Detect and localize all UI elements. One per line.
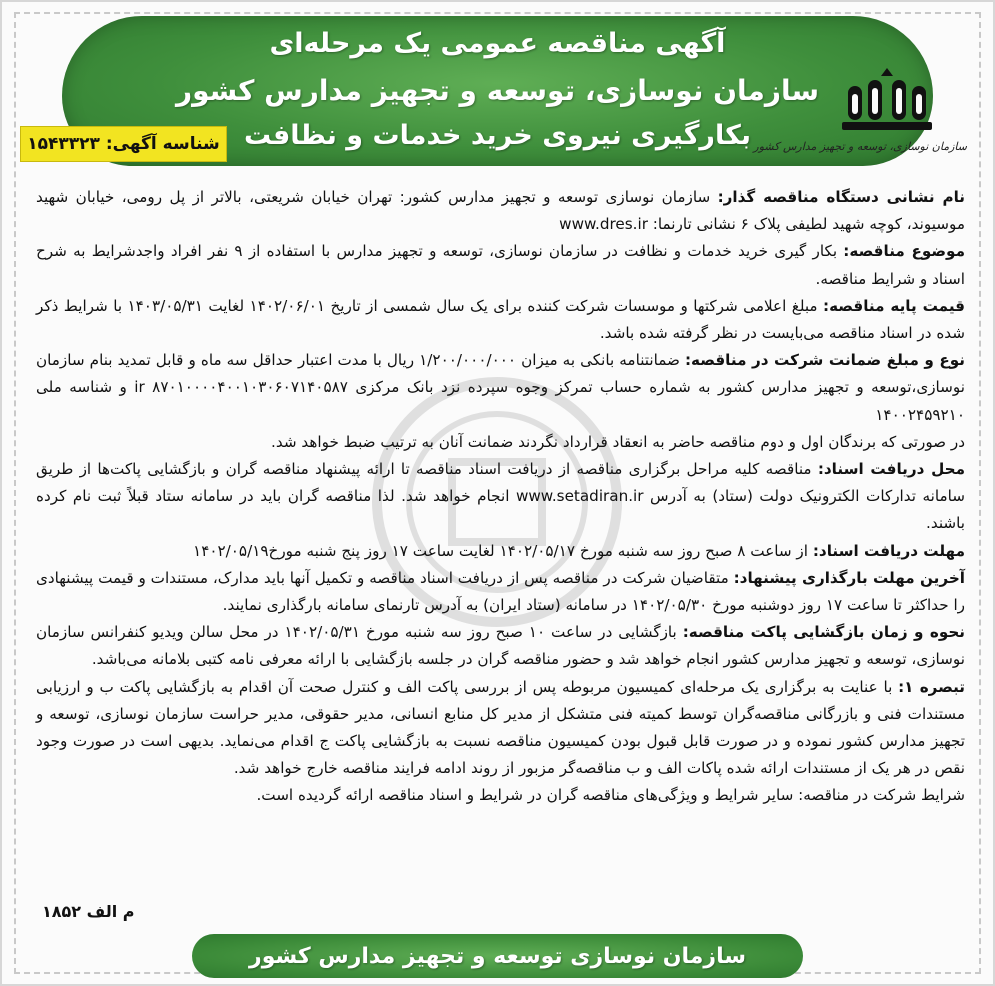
documents-place-label: محل دریافت اسناد:	[817, 460, 965, 479]
organization-logo	[753, 64, 967, 174]
opening-text: بازگشایی در ساعت ۱۰ صبح روز سه شنبه مورخ ۱۴۰۲/۰۵/۳۱ در محل سالن ویدیو کنفرانس سازمان نوسازی، توسعه و تجهیز مدارس کشور انجام خواهد شد و حضور مناقصه گران در جلسه بازگشایی با ارائه معرفی نامه کتبی بلامانه می‌باشد.	[36, 623, 965, 669]
section-base-price	[36, 293, 965, 347]
organization-emblem-icon	[832, 64, 942, 136]
base-price-label: قیمت پایه مناقصه:	[823, 296, 965, 315]
submission-deadline-text: متقاضیان شرکت در مناقصه پس از دریافت اسناد مناقصه و تکمیل آنها باید مدارک، مستندات و قیمت پیشنهادی را حداکثر تا ساعت ۱۷ روز دوشنبه مورخ ۱۴۰۲/۰۵/۳۰ در سامانه (ستاد ایران) به آدرس تارنمای سامانه بارگذاری نمایند.	[36, 568, 965, 615]
guarantee-label: نوع و مبلغ ضمانت شرکت در مناقصه:	[684, 351, 965, 370]
headline-organization: سازمان نوسازی، توسعه و تجهیز مدارس کشور	[175, 74, 820, 107]
guarantee-text: ضمانتنامه بانکی به میزان ۱/۲۰۰/۰۰۰/۰۰۰ ریال با مدت اعتبار حداقل سه ماه و قابل تمدید بنام سازمان نوسازی،توسعه و تجهیز مدارس کشور به شماره حساب تمرکز وجوه سپرده نزد بانک مرکزی ir ۸۷۰۱۰۰۰۰۴۰۰۱۰۳۰۶۰۷۱۴۰۵۸۷ و شناسه ملی ۱۴۰۰۲۴۵۹۲۱۰	[36, 351, 965, 424]
footer-code: م الف ۱۸۵۲	[42, 902, 135, 921]
note1-text: با عنایت به برگزاری یک مرحله‌ای کمیسیون مربوطه پس از بررسی پاکت الف و کنترل صحت آن اقدام به بازگشایی پاکت ب و ارزیابی مستندات فنی و بازرگانی مناقصه‌گران توسط کمیته فنی متشکل از مدیر کل منابع انسانی، مدیر حقوقی، مدیر حراست سازمان نوسازی، توسعه و تجهیز مدارس کشور نموده و در صورت قابل قبول بودن کمیسیون مناقصه نسبت به بازگشایی پاکت ج اقدام می‌نماید. بدیهی است در صورت وجود نقص در هر یک از مستندات ارائه شده پاکات الف و ب مناقصه‌گر مزبور از روند ادامه فرایند مناقصه خارج خواهد شد.	[36, 677, 965, 778]
ad-id-badge: شناسه آگهی: ۱۵۴۳۳۲۳	[20, 126, 227, 162]
headline-subject: بکارگیری نیروی خرید خدمات و نظافت	[244, 120, 751, 151]
section-subject	[36, 238, 965, 292]
section-note1	[36, 674, 965, 783]
section-address	[36, 184, 965, 238]
documents-deadline-label: مهلت دریافت اسناد:	[812, 541, 965, 560]
documents-place-text: مناقصه کلیه مراحل برگزاری مناقصه از دریافت اسناد مناقصه تا ارائه پیشنهاد مناقصه گران و بازگشایی پاکت‌ها از طریق سامانه تدارکات الکترونیک دولت (ستاد) به آدرس www.setadiran.ir انجام خواهد شد. لذا مناقصه گران باید در سامانه ستاد قبلاً ثبت نام کرده باشند.	[36, 460, 965, 533]
section-guarantee	[36, 347, 965, 429]
address-label: نام نشانی دستگاه مناقصه گذار:	[717, 188, 965, 206]
section-conditions	[36, 782, 965, 809]
forfeit-text: در صورتی که برندگان اول و دوم مناقصه حاضر به انعقاد قرارداد نگردند ضمانت آنان به ترتیب ضبط خواهد شد.	[271, 432, 965, 451]
subject-text: بکار گیری خرید خدمات و نظافت در سازمان نوسازی، توسعه و تجهیز مدارس با استفاده از ۹ نفر افراد واجدشرایط به شرح اسناد و شرایط مناقصه.	[36, 242, 965, 288]
logo-caption: سازمان نوسازی، توسعه و تجهیز مدارس کشور	[753, 140, 967, 153]
section-opening	[36, 619, 965, 673]
base-price-text: مبلغ اعلامی شرکتها و موسسات شرکت کننده برای یک سال شمسی از تاریخ ۱۴۰۲/۰۶/۰۱ لغایت ۱۴۰۳/۰۵/۳۱ با شرایط ذکر شده در اسناد مناقصه می‌بایست در نظر گرفته شده باشد.	[36, 296, 965, 343]
opening-label: نحوه و زمان بازگشایی پاکت مناقصه:	[682, 623, 965, 642]
submission-deadline-label: آخرین مهلت بارگذاری پیشنهاد:	[733, 568, 965, 587]
documents-deadline-text: از ساعت ۸ صبح روز سه شنبه مورخ ۱۴۰۲/۰۵/۱۷ لغایت ساعت ۱۷ روز پنج شنبه مورخ۱۴۰۲/۰۵/۱۹	[193, 541, 813, 560]
address-text: سازمان نوسازی توسعه و تجهیز مدارس کشور: تهران خیابان شریعتی، بالاتر از پل رومی، خیابان شهید موسیوند، کوچه شهید لطیفی پلاک ۶ نشانی تارنما: www.dres.ir	[36, 188, 965, 234]
section-submission-deadline	[36, 565, 965, 619]
ad-body	[36, 184, 965, 810]
section-documents-deadline	[36, 538, 965, 565]
section-forfeit	[36, 429, 965, 456]
headline-title: آگهی مناقصه عمومی یک مرحله‌ای	[269, 28, 726, 59]
note1-label: تبصره ۱:	[898, 677, 965, 696]
conditions-text: شرایط شرکت در مناقصه: سایر شرایط و ویژگی‌های مناقصه گران در شرایط و اسناد مناقصه ارائه گردیده است.	[256, 786, 965, 805]
footer-band: سازمان نوسازی توسعه و تجهیز مدارس کشور	[192, 934, 803, 978]
subject-label: موضوع مناقصه:	[843, 242, 965, 261]
section-documents-place	[36, 456, 965, 538]
